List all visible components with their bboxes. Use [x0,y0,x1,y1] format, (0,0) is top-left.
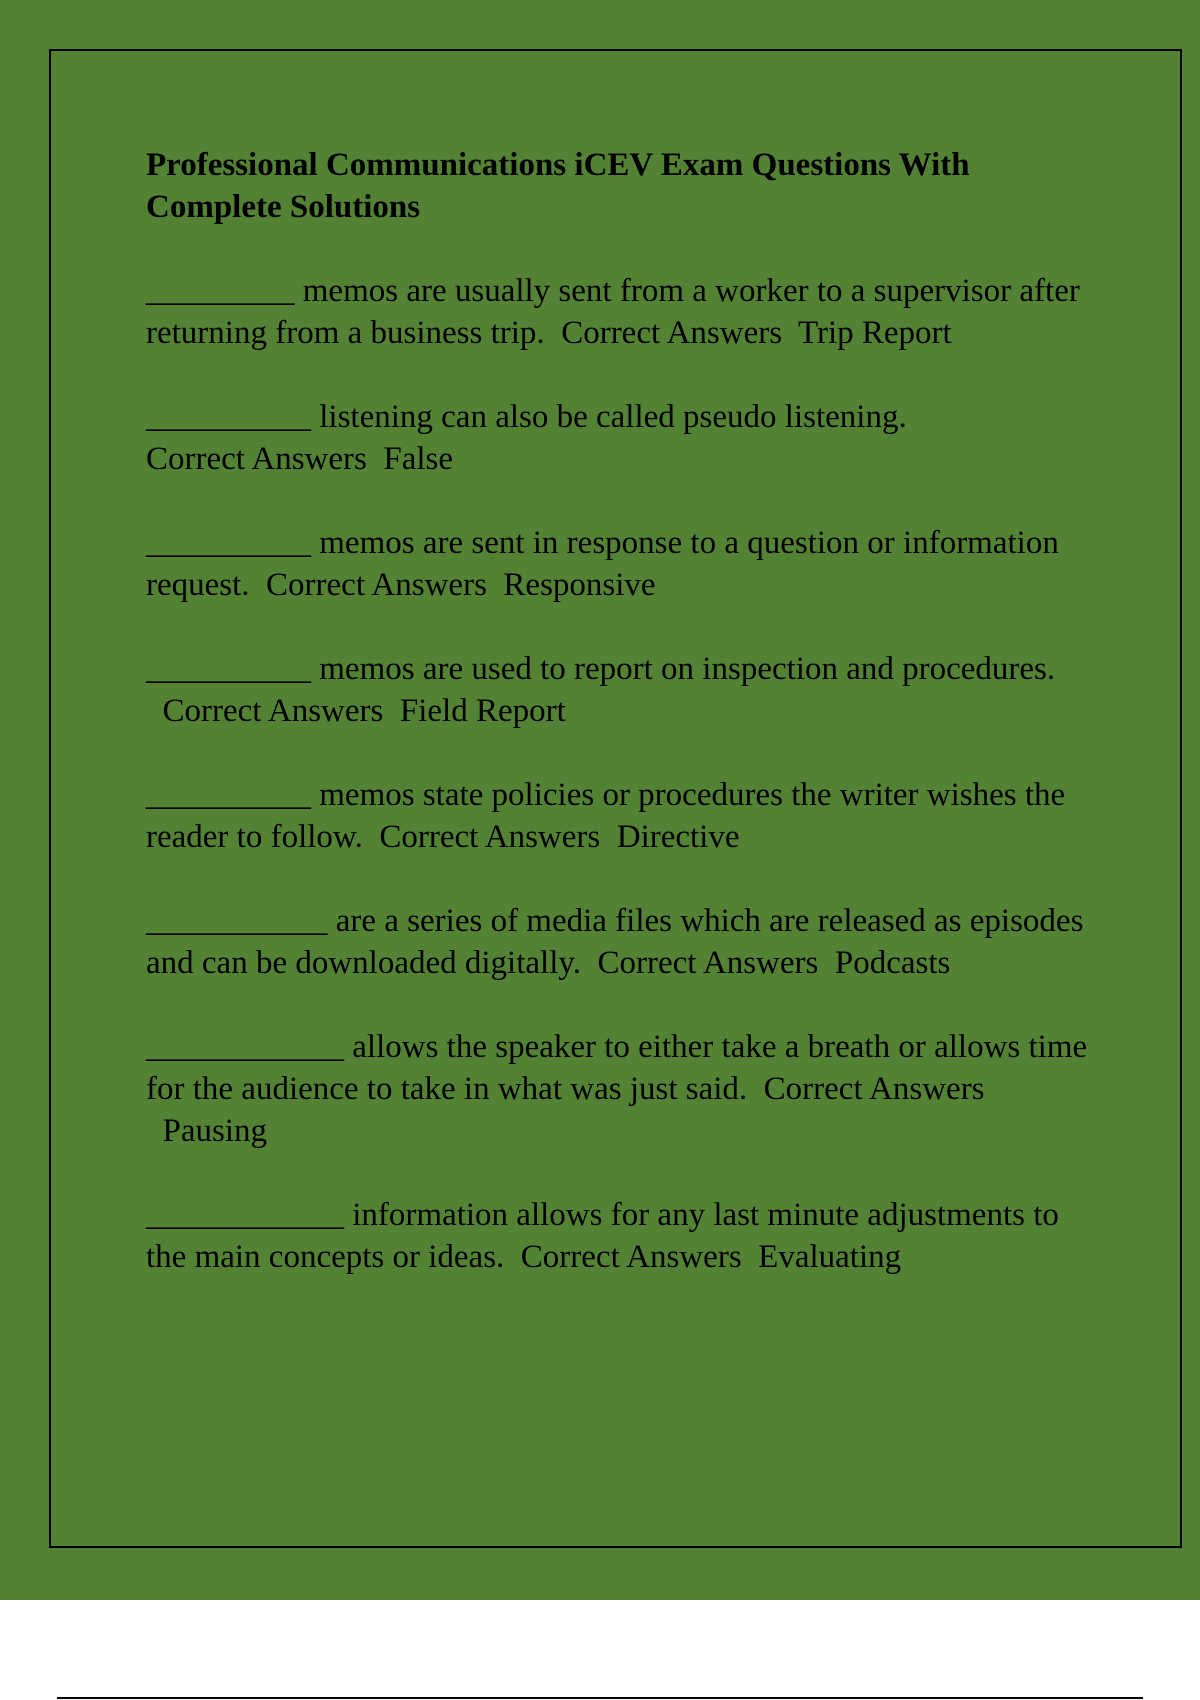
qa-item [146,1026,1096,1152]
answer-label: Correct Answers [266,567,487,603]
document-content [146,144,1096,1320]
qa-item [146,270,1096,354]
answer-text: Responsive [503,567,656,603]
answer-label: Correct Answers [520,1239,742,1275]
answer-text: Podcasts [834,945,951,981]
question-text: ____________ allows the speaker to either take a breath or allows time for the audience to take in what was just said. [146,1029,1088,1107]
answer-text: Pausing [162,1113,268,1149]
answer-label: Correct Answers [561,315,783,351]
question-text: __________ memos state policies or procedures the writer wishes the reader to follow. [146,777,1066,855]
answer-text: Directive [616,819,740,855]
qa-item [146,900,1096,984]
qa-item [146,774,1096,858]
question-text: __________ memos are used to report on inspection and procedures. [146,651,1056,687]
qa-item [146,522,1096,606]
question-text: ___________ are a series of media files which are released as episodes and can be downloaded digitally. [146,903,1084,981]
answer-text: Field Report [399,693,566,729]
question-text: _________ memos are usually sent from a worker to a supervisor after returning from a business trip. [146,273,1080,351]
question-text: __________ listening can also be called pseudo listening. [146,399,907,435]
answer-label: Correct Answers [162,693,384,729]
question-text: ____________ information allows for any last minute adjustments to the main concepts or ideas. [146,1197,1059,1275]
qa-item [146,396,1096,480]
qa-item [146,648,1096,732]
answer-text: Evaluating [758,1239,902,1275]
answer-text: Trip Report [797,315,952,351]
answer-label: Correct Answers [146,441,367,477]
answer-label: Correct Answers [597,945,819,981]
qa-item [146,1194,1096,1278]
document-title: Professional Communications iCEV Exam Questions With Complete Solutions [146,147,970,225]
page-bottom-rule [57,1697,1143,1699]
answer-label: Correct Answers [763,1071,985,1107]
answer-label: Correct Answers [379,819,601,855]
question-text: __________ memos are sent in response to a question or information request. [146,525,1059,603]
answer-text: False [383,441,454,477]
